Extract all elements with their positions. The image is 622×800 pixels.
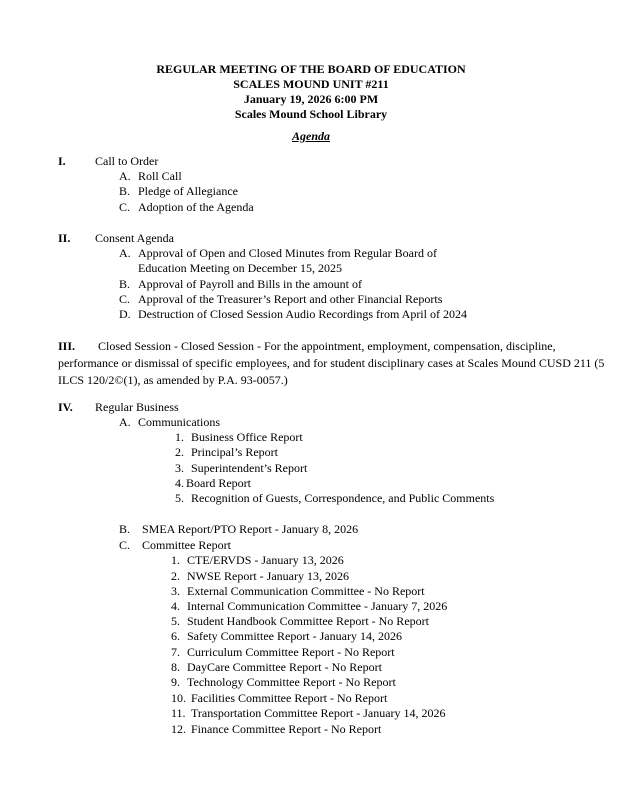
list-item: Pledge of Allegiance bbox=[138, 184, 238, 198]
section-3-numeral: III. bbox=[58, 339, 76, 353]
list-marker: 11. bbox=[171, 706, 186, 720]
list-marker: 1. bbox=[175, 430, 184, 444]
list-item: Facilities Committee Report - No Report bbox=[191, 691, 388, 705]
list-marker: A. bbox=[119, 246, 131, 260]
list-item: Transportation Committee Report - January 14, 2026 bbox=[191, 706, 446, 720]
list-marker: A. bbox=[119, 169, 131, 183]
list-item: Student Handbook Committee Report - No Report bbox=[187, 614, 429, 628]
list-item: CTE/ERVDS - January 13, 2026 bbox=[187, 553, 344, 567]
list-item: External Communication Committee - No Report bbox=[187, 584, 425, 598]
list-item: Roll Call bbox=[138, 169, 182, 183]
list-item: Board Report bbox=[186, 476, 251, 490]
list-marker: 3. bbox=[171, 584, 180, 598]
list-item: Approval of Open and Closed Minutes from Regular Board of bbox=[138, 246, 437, 260]
list-item: Business Office Report bbox=[191, 430, 303, 444]
list-marker: 6. bbox=[171, 629, 180, 643]
list-marker: 2. bbox=[175, 445, 184, 459]
list-marker: B. bbox=[119, 277, 131, 291]
agenda-title: Agenda bbox=[291, 129, 330, 143]
section-2-title: Consent Agenda bbox=[95, 231, 174, 245]
list-item: Adoption of the Agenda bbox=[138, 200, 254, 214]
list-marker: C. bbox=[119, 200, 131, 214]
section-4-numeral: IV. bbox=[58, 400, 73, 414]
subsection-marker: C. bbox=[119, 538, 131, 552]
section-3-paragraph: Closed Session - Closed Session - For the appointment, employment, compensation, discipline, performance or dismissal of specific employees, and for student disciplinary cases at Scales Mound CUSD 211 (5 ILCS 120/2©(1), as amended by P.A. 93-0057.) bbox=[58, 339, 605, 387]
list-marker: B. bbox=[119, 184, 131, 198]
section-4-title: Regular Business bbox=[95, 400, 179, 414]
list-item: Safety Committee Report - January 14, 2026 bbox=[187, 629, 402, 643]
list-item-continuation: Education Meeting on December 15, 2025 bbox=[138, 261, 342, 275]
list-marker: 7. bbox=[171, 645, 180, 659]
section-1-numeral: I. bbox=[58, 154, 66, 168]
list-marker: 4. bbox=[171, 599, 180, 613]
list-item: NWSE Report - January 13, 2026 bbox=[187, 569, 349, 583]
list-item: DayCare Committee Report - No Report bbox=[187, 660, 382, 674]
list-marker: 2. bbox=[171, 569, 180, 583]
list-item: Finance Committee Report - No Report bbox=[191, 722, 382, 736]
subsection-title: Communications bbox=[138, 415, 220, 429]
subsection-title: Committee Report bbox=[142, 538, 231, 552]
section-1-title: Call to Order bbox=[95, 154, 159, 168]
list-item: Superintendent’s Report bbox=[191, 461, 308, 475]
list-item: Principal’s Report bbox=[191, 445, 278, 459]
list-item: Curriculum Committee Report - No Report bbox=[187, 645, 395, 659]
list-marker: 4. bbox=[175, 476, 184, 490]
section-2-numeral: II. bbox=[58, 231, 71, 245]
header-line-1: REGULAR MEETING OF THE BOARD OF EDUCATION bbox=[156, 62, 466, 76]
list-marker: 10. bbox=[171, 691, 186, 705]
list-item: Approval of Payroll and Bills in the amount of bbox=[138, 277, 362, 291]
list-marker: 5. bbox=[171, 614, 180, 628]
header-line-2: SCALES MOUND UNIT #211 bbox=[233, 77, 389, 91]
list-marker: 5. bbox=[175, 491, 184, 505]
list-marker: 1. bbox=[171, 553, 180, 567]
list-marker: 8. bbox=[171, 660, 180, 674]
list-marker: 12. bbox=[171, 722, 186, 736]
list-marker: C. bbox=[119, 292, 131, 306]
list-item: Internal Communication Committee - January 7, 2026 bbox=[187, 599, 448, 613]
subsection-marker: A. bbox=[119, 415, 131, 429]
list-marker: 3. bbox=[175, 461, 184, 475]
header-line-4: Scales Mound School Library bbox=[234, 107, 388, 121]
subsection-title: SMEA Report/PTO Report - January 8, 2026 bbox=[142, 522, 359, 536]
subsection-marker: B. bbox=[119, 522, 131, 536]
list-item: Recognition of Guests, Correspondence, and Public Comments bbox=[191, 491, 495, 505]
list-item: Technology Committee Report - No Report bbox=[187, 675, 396, 689]
list-item: Destruction of Closed Session Audio Recordings from April of 2024 bbox=[138, 307, 467, 321]
list-marker: D. bbox=[119, 307, 131, 321]
header-line-3: January 19, 2026 6:00 PM bbox=[243, 92, 379, 106]
list-item: Approval of the Treasurer’s Report and other Financial Reports bbox=[138, 292, 443, 306]
list-marker: 9. bbox=[171, 675, 180, 689]
